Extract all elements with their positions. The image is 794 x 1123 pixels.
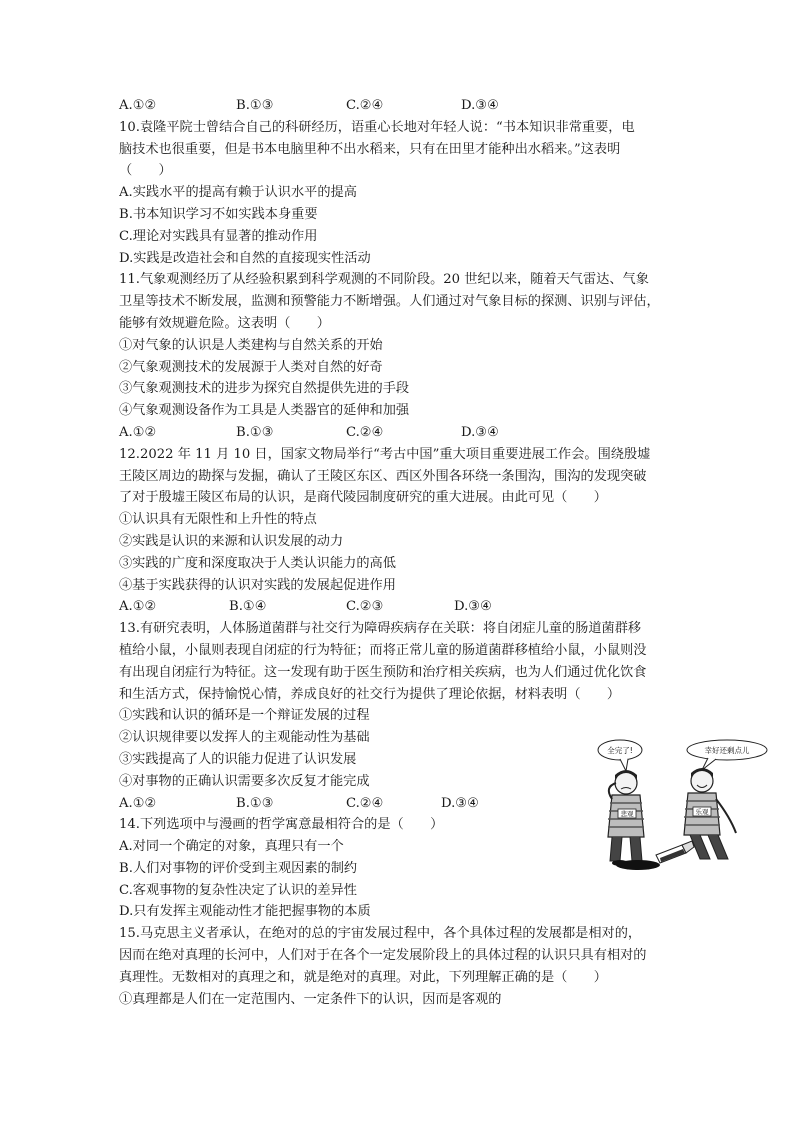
q10-stem-line: 10.袁隆平院士曾结合自己的科研经历，语重心长地对年轻人说：“书本知识非常重要，电 <box>119 119 635 135</box>
q13-statement: ④对事物的正确认识需要多次反复才能完成 <box>119 773 370 789</box>
q14-stem-line: 14.下列选项中与漫画的哲学寓意最相符合的是（ ） <box>119 817 444 833</box>
q15-stem-line: 真理性。无数相对的真理之和，就是绝对的真理。对此，下列理解正确的是（ ） <box>119 969 607 985</box>
q11-option-c: C.②④ <box>346 424 384 440</box>
q14-choice-c: C.客观事物的复杂性决定了认识的差异性 <box>119 882 357 898</box>
q12-statement: ③实践的广度和深度取决于人类认识能力的高低 <box>119 555 396 571</box>
q11-statement: ③气象观测技术的进步为探究自然提供先进的手段 <box>119 381 410 397</box>
q12-stem-line: 王陵区周边的勘探与发掘，确认了王陵区东区、西区外围各环绕一条围沟，围沟的发现突破 <box>119 468 647 484</box>
q14-choice-d: D.只有发挥主观能动性才能把握事物的本质 <box>119 904 371 920</box>
q9-option-b: B.①③ <box>236 98 274 113</box>
q10-choice-c: C.理论对实践具有显著的推动作用 <box>119 228 318 244</box>
q13-option-a: A.①② <box>119 795 157 811</box>
q14-choice-a: A.对同一个确定的对象，真理只有一个 <box>119 839 344 855</box>
pessimist-label: 悲观 <box>620 810 634 818</box>
q12-option-a: A.①② <box>119 599 157 615</box>
bubble-right-text: 幸好还剩点儿 <box>704 746 750 755</box>
q13-stem-line: 13.有研究表明，人体肠道菌群与社交行为障碍疾病存在关联：将自闭症儿童的肠道菌群移 <box>119 621 642 637</box>
q12-option-c: C.②③ <box>346 599 384 615</box>
q11-statement: ①对气象的认识是人类建构与自然关系的开始 <box>119 337 383 353</box>
question-11 <box>119 269 679 443</box>
q15-stem-line: 15.马克思主义者承认，在绝对的总的宇宙发展过程中，各个具体过程的发展都是相对的， <box>119 926 642 942</box>
question-12 <box>119 444 679 618</box>
q9-option-d: D.③④ <box>461 98 499 113</box>
q12-statement: ①认识具有无限性和上升性的特点 <box>119 512 317 528</box>
q12-statement: ②实践是认识的来源和认识发展的动力 <box>119 533 344 549</box>
question-10 <box>119 117 679 270</box>
q12-stem-line: 了对于殷墟王陵区布局的认识，是商代陵园制度研究的重大进展。由此可见（ ） <box>119 490 607 506</box>
q12-option-b: B.①④ <box>229 599 267 615</box>
spilled-bottle <box>612 841 694 870</box>
q13-statement: ②认识规律要以发挥人的主观能动性为基础 <box>119 730 370 746</box>
q13-option-b: B.①③ <box>236 795 274 811</box>
q11-statement: ④气象观测设备作为工具是人类器官的延伸和加强 <box>119 403 410 419</box>
bubble-left-text: 全完了! <box>607 746 633 755</box>
q12-options <box>119 596 679 618</box>
q13-option-c: C.②④ <box>346 795 384 811</box>
q11-option-d: D.③④ <box>461 424 499 440</box>
q9-option-c: C.②④ <box>346 98 384 113</box>
pessimist-figure <box>608 770 644 861</box>
speech-bubble-left <box>598 740 642 771</box>
q11-stem-line: 11.气象观测经历了从经验积累到科学观测的不同阶段。20 世纪以来，随着天气雷达、气象 <box>119 272 649 288</box>
q13-option-d: D.③④ <box>441 795 479 811</box>
q13-statement: ①实践和认识的循环是一个辩证发展的过程 <box>119 708 370 724</box>
q12-stem-line: 12.2022 年 11 月 10 日，国家文物局举行“考古中国”重大项目重要进展工作会。围绕殷墟 <box>119 446 651 462</box>
q14-choice-b: B.人们对事物的评价受到主观因素的制约 <box>119 860 358 876</box>
q10-stem-line: 脑技术也很重要，但是书本电脑里种不出水稻来，只有在田里才能种出水稻来。”这表明 <box>119 141 621 157</box>
q12-statement: ④基于实践获得的认识对实践的发展起促进作用 <box>119 577 396 593</box>
q12-option-d: D.③④ <box>454 599 492 615</box>
optimist-label: 乐观 <box>695 808 709 816</box>
q13-statement: ③实践提高了人的识能力促进了认识发展 <box>119 751 357 767</box>
q11-stem-line: 能够有效规避危险。这表明（ ） <box>119 315 330 331</box>
q11-stem-line: 卫星等技术不断发展，监测和预警能力不断增强。人们通过对气象目标的探测、识别与评估， <box>119 294 660 310</box>
q10-stem-line: （ ） <box>119 163 172 179</box>
q11-options <box>119 422 679 444</box>
cartoon-illustration <box>590 737 785 872</box>
speech-bubble-right <box>687 740 767 770</box>
q15-stem-line: 因而在绝对真理的长河中，人们对于在各个一定发展阶段上的具体过程的认识只具有相对的 <box>119 948 647 964</box>
q13-stem-line: 和生活方式，保持愉悦心情，养成良好的社交行为提供了理论依据，材料表明（ ） <box>119 686 621 702</box>
q10-choice-a: A.实践水平的提高有赖于认识水平的提高 <box>119 185 357 201</box>
q11-option-b: B.①③ <box>236 424 274 440</box>
q10-choice-d: D.实践是改造社会和自然的直接现实性活动 <box>119 250 371 266</box>
q10-choice-b: B.书本知识学习不如实践本身重要 <box>119 206 318 222</box>
q15-statement: ①真理都是人们在一定范围内、一定条件下的认识，因而是客观的 <box>119 991 502 1007</box>
q9-options <box>119 95 679 117</box>
question-15 <box>119 923 679 1010</box>
q13-stem-line: 有出现自闭症行为特征。这一发现有助于医生预防和治疗相关疾病，也为人们通过优化饮食 <box>119 664 647 680</box>
exam-page <box>119 95 679 1010</box>
q9-option-a: A.①② <box>119 98 157 113</box>
q13-stem-line: 植给小鼠，小鼠则表现自闭症的行为特征；而将正常儿童的肠道菌群移植给小鼠，小鼠则没 <box>119 642 647 658</box>
q11-option-a: A.①② <box>119 424 157 440</box>
q11-statement: ②气象观测技术的发展源于人类对自然的好奇 <box>119 359 383 375</box>
